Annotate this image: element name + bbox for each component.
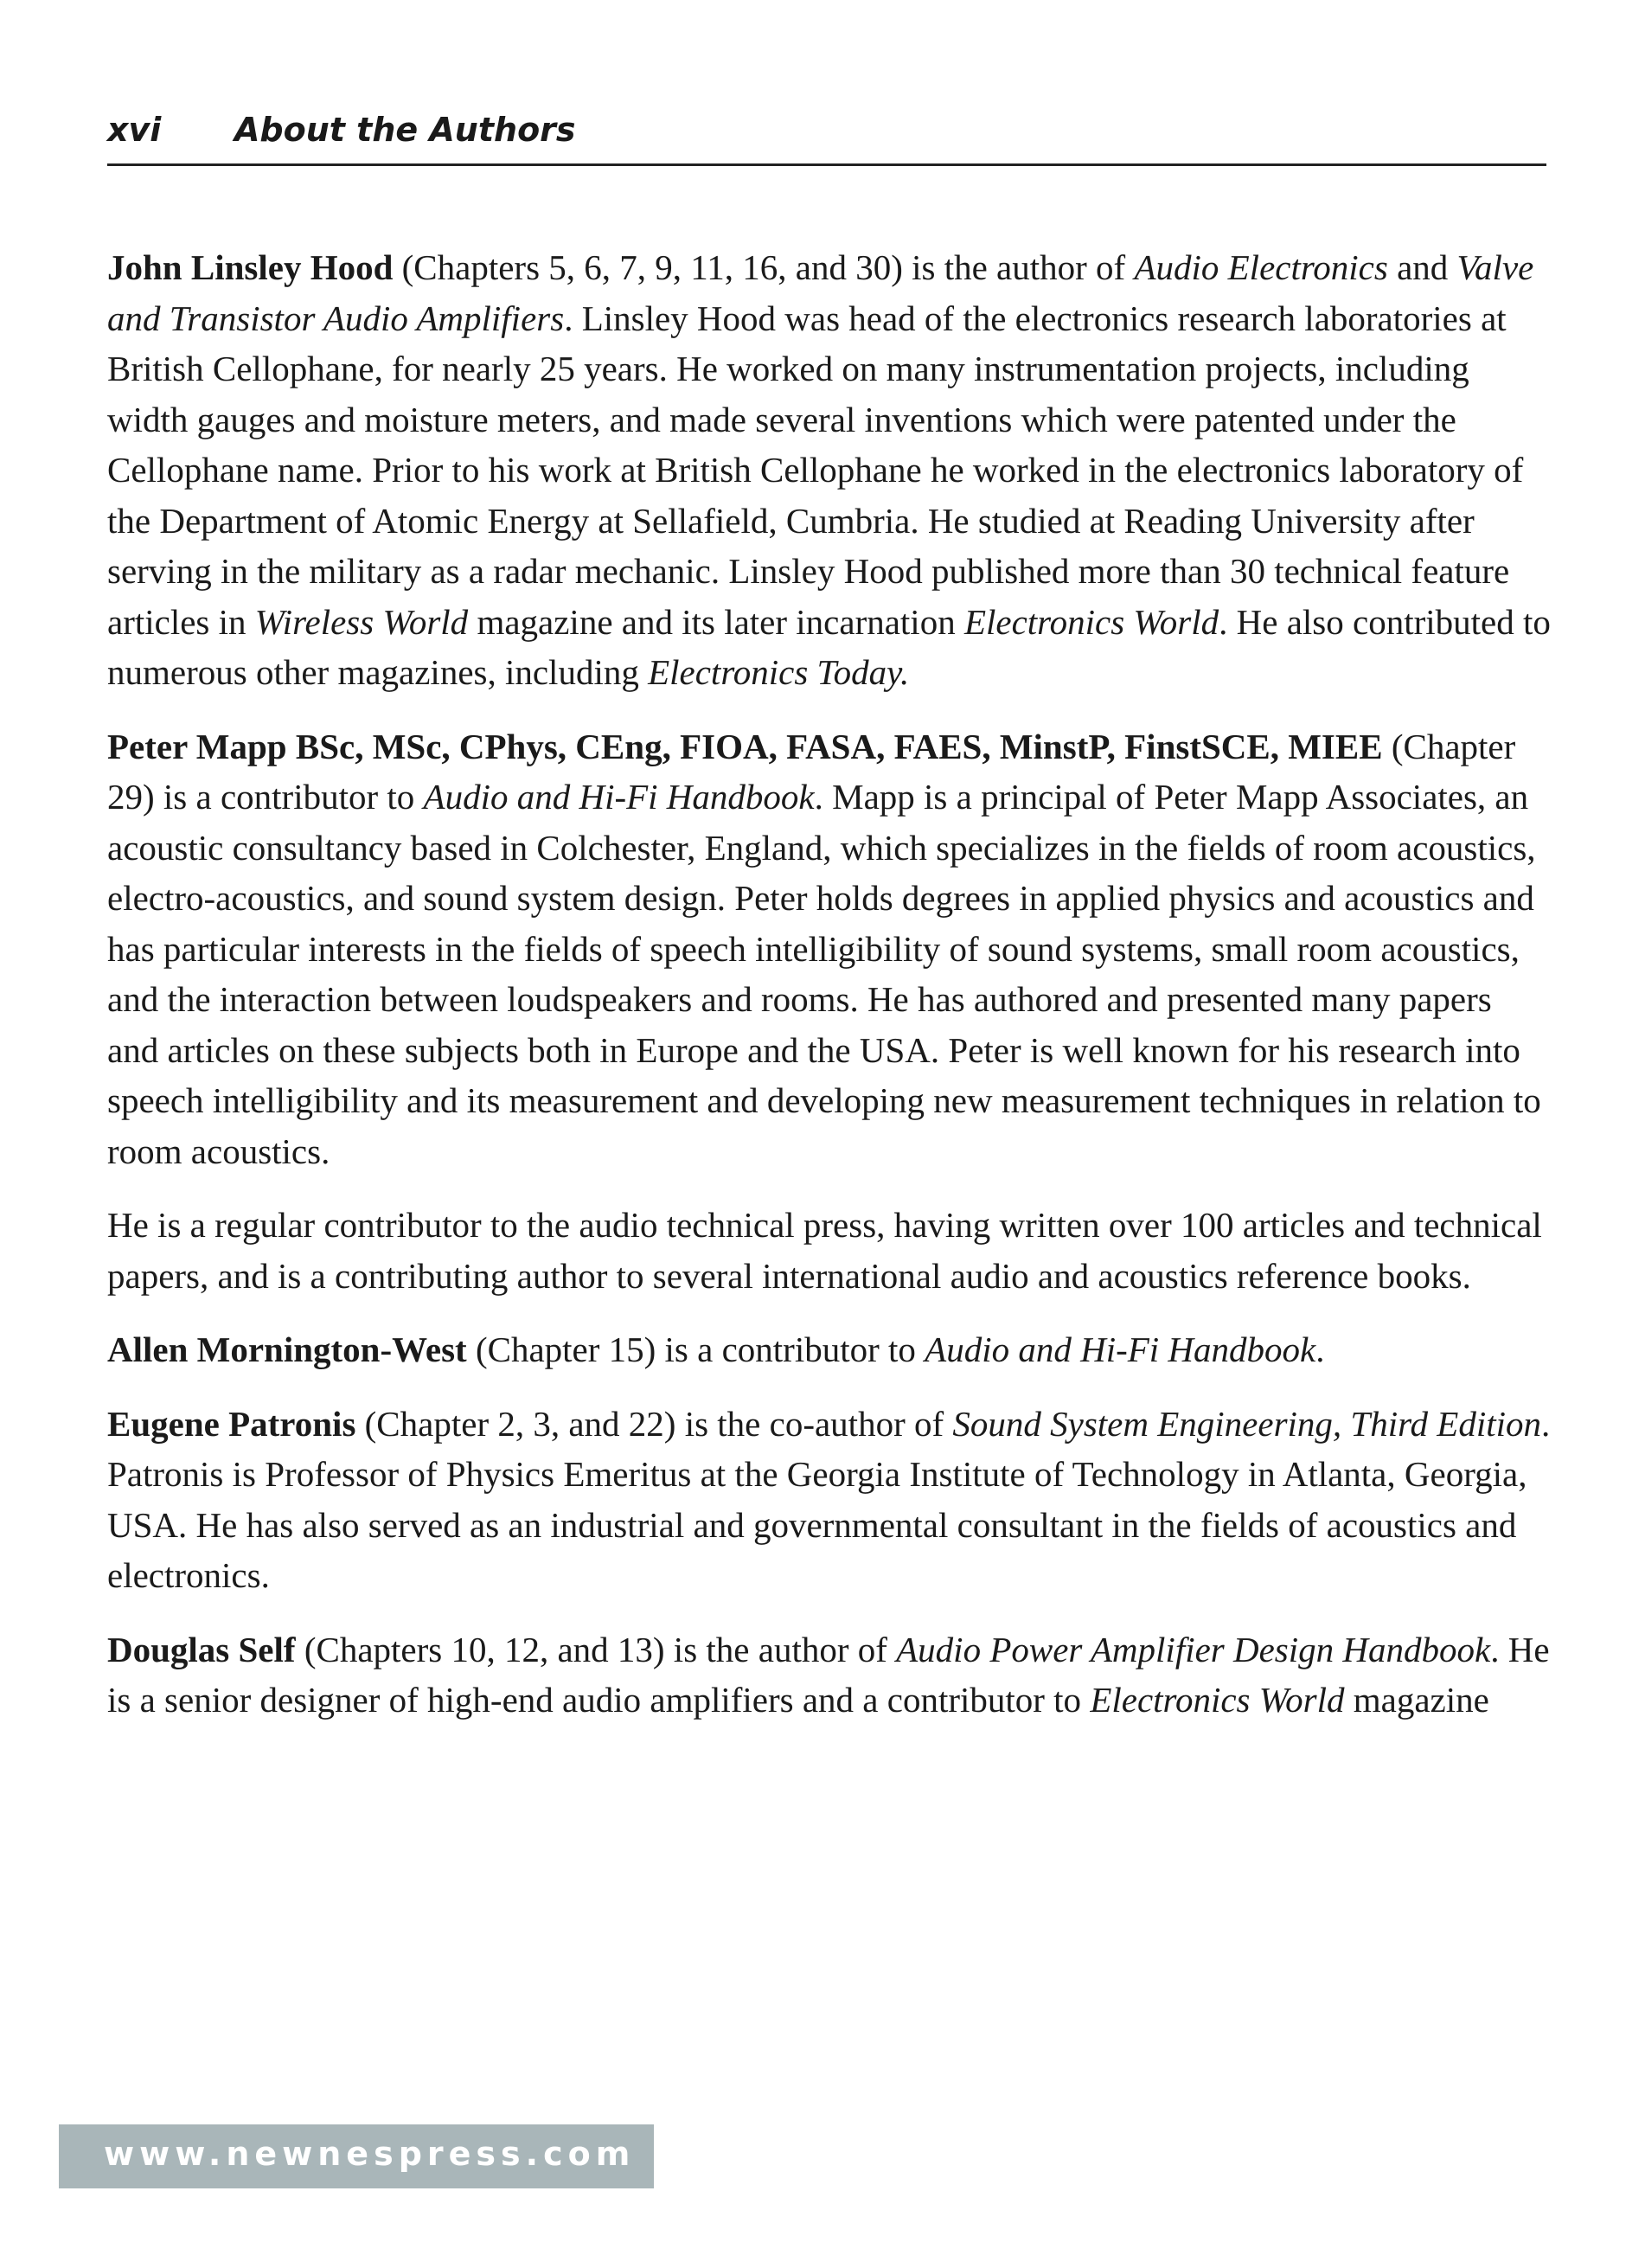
bio-text: magazine	[1344, 1680, 1489, 1720]
main-content	[107, 242, 1552, 1749]
bio-text: magazine and its later incarnation	[468, 601, 964, 642]
bio-allen-mornington-west	[107, 1324, 1552, 1375]
bio-text: . Patronis is Professor of Physics Emeritus at the Georgia Institute of Technology in Atlanta, Georgia, USA. He has also served as an industrial and governmental consultant in the fields of acoustics and electronics.	[107, 1403, 1551, 1595]
author-name: Eugene Patronis	[107, 1403, 356, 1444]
book-title: Sound System Engineering, Third Edition	[952, 1403, 1542, 1444]
bio-text: He is a regular contributor to the audio technical press, having written over 100 articles and technical papers, and is a contributing author to several international audio and acoustics reference books.	[107, 1205, 1542, 1296]
page-folio: xvi	[107, 111, 162, 149]
bio-text: (Chapters 5, 6, 7, 9, 11, 16, and 30) is the author of	[393, 247, 1135, 287]
bio-eugene-patronis	[107, 1399, 1552, 1601]
bio-john-linsley-hood	[107, 242, 1552, 698]
author-name: John Linsley Hood	[107, 247, 394, 287]
bio-peter-mapp-continued	[107, 1200, 1552, 1301]
bio-text: and	[1387, 247, 1457, 287]
bio-douglas-self	[107, 1624, 1552, 1726]
bio-text: (Chapters 10, 12, and 13) is the author of	[295, 1629, 897, 1669]
bio-text: . Linsley Hood was head of the electronics research laboratories at British Cellophane, for nearly 25 years. He worked on many instrumentation projects, including width gauges and moisture meters, and made several inventions which were patented under the Cellophane name. Prior to his work at British Cellophane he worked in the electronics laboratory of the Department of Atomic Energy at Sellafield, Cumbria. He studied at Reading University after serving in the military as a radar mechanic. Linsley Hood published more than 30 technical feature articles in	[107, 298, 1524, 642]
magazine-title: Electronics World	[1090, 1680, 1345, 1720]
author-name: Peter Mapp BSc, MSc, CPhys, CEng, FIOA, FASA, FAES, MinstP, FinstSCE, MIEE	[107, 726, 1383, 766]
running-head	[107, 102, 1546, 166]
book-title: Audio and Hi-Fi Handbook	[925, 1329, 1316, 1369]
publisher-url[interactable]: www.newnespress.com	[104, 2135, 636, 2173]
bio-text: (Chapter 15) is a contributor to	[466, 1329, 925, 1369]
magazine-title: Electronics World	[963, 601, 1219, 642]
book-title: Valve and Transistor Audio Amplifiers	[107, 247, 1534, 338]
author-name: Douglas Self	[107, 1629, 296, 1669]
book-title: Audio Power Amplifier Design Handbook	[896, 1629, 1491, 1669]
author-name: Allen Mornington-West	[107, 1329, 467, 1369]
bio-peter-mapp	[107, 721, 1552, 1177]
bio-text: (Chapter 29) is a contributor to	[107, 726, 1516, 817]
bio-text: .	[1315, 1329, 1325, 1369]
bio-text: . He also contributed to numerous other magazines, including	[107, 601, 1551, 692]
book-title: Audio and Hi-Fi Handbook	[423, 777, 815, 817]
magazine-title: Electronics Today.	[648, 652, 910, 692]
running-head-title: About the Authors	[234, 111, 576, 149]
footer-url-bar	[59, 2124, 654, 2188]
magazine-title: Wireless World	[254, 601, 469, 642]
bio-text: . He is a senior designer of high-end audio amplifiers and a contributor to	[107, 1629, 1550, 1720]
bio-text: (Chapter 2, 3, and 22) is the co-author of	[355, 1403, 953, 1444]
book-title: Audio Electronics	[1134, 247, 1388, 287]
bio-text: . Mapp is a principal of Peter Mapp Associates, an acoustic consultancy based in Colchester, England, which specializes in the fields of room acoustics, electro-acoustics, and sound system design. Peter holds degrees in applied physics and acoustics and has particular interests in the fields of speech intelligibility of sound systems, small room acoustics, and the interaction between loudspeakers and rooms. He has authored and presented many papers and articles on these subjects both in Europe and the USA. Peter is well known for his research into speech intelligibility and its measurement and developing new measurement techniques in relation to room acoustics.	[107, 777, 1541, 1171]
